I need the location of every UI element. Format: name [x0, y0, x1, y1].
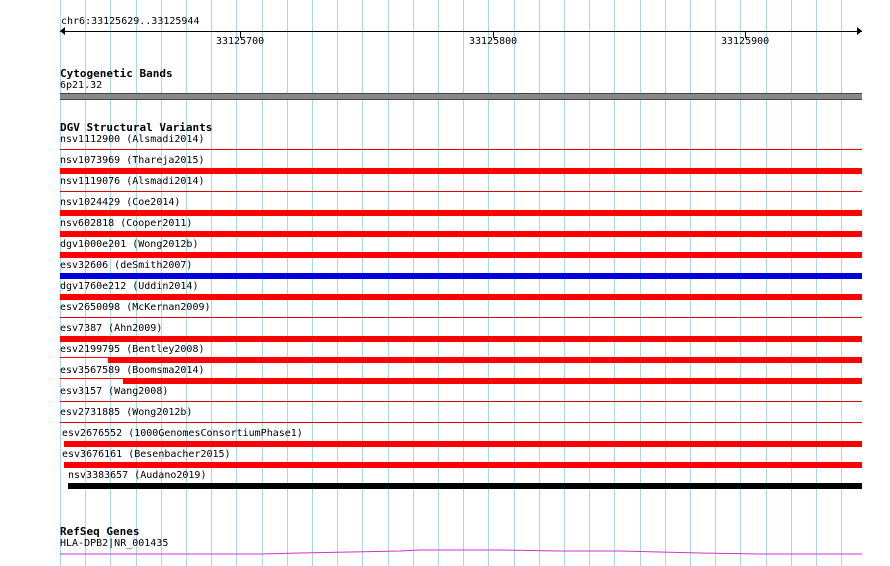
dgv-variant-label[interactable]: esv2650098 (McKernan2009) — [60, 302, 211, 313]
cytoband-label: 6p21.32 — [60, 80, 103, 91]
dgv-variant-bar[interactable] — [60, 210, 862, 216]
refseq-gene-label[interactable]: HLA-DPB2|NR_001435 — [60, 538, 169, 549]
dgv-variant-label[interactable]: dgv1760e212 (Uddin2014) — [60, 281, 199, 292]
dgv-track-title[interactable]: DGV Structural Variants — [60, 121, 213, 134]
dgv-variant-bar[interactable] — [60, 273, 862, 279]
dgv-variant-bar[interactable] — [60, 422, 862, 423]
dgv-variant-label[interactable]: nsv3383657 (Audano2019) — [68, 470, 207, 481]
dgv-variant-label[interactable]: nsv1024429 (Coe2014) — [60, 197, 181, 208]
dgv-variant-bar[interactable] — [64, 462, 862, 468]
dgv-variant-label[interactable]: esv3676161 (Besenbacher2015) — [62, 449, 231, 460]
dgv-variant-bar[interactable] — [123, 378, 862, 384]
dgv-variant-bar[interactable] — [60, 191, 862, 192]
dgv-variant-bar[interactable] — [60, 252, 862, 258]
ruler-tick-label: 33125900 — [721, 36, 770, 47]
dgv-variant-label[interactable]: nsv602818 (Cooper2011) — [60, 218, 193, 229]
dgv-variant-bar[interactable] — [64, 441, 862, 447]
dgv-variant-bar[interactable] — [60, 149, 862, 150]
ruler-axis — [60, 31, 862, 32]
dgv-variant-bar[interactable] — [60, 336, 862, 342]
dgv-variant-bar[interactable] — [60, 401, 862, 402]
dgv-variant-bar[interactable] — [60, 294, 862, 300]
refseq-gene-track[interactable] — [0, 545, 890, 560]
gene-feature-line — [60, 550, 862, 554]
dgv-variant-label[interactable]: esv3157 (Wang2008) — [60, 386, 169, 397]
dgv-variant-label[interactable]: esv2676552 (1000GenomesConsortiumPhase1) — [62, 428, 303, 439]
dgv-variant-label[interactable]: dgv1000e201 (Wong2012b) — [60, 239, 199, 250]
dgv-variant-bar[interactable] — [60, 317, 862, 318]
dgv-variant-label[interactable]: nsv1112900 (Alsmadi2014) — [60, 134, 205, 145]
ruler-left-arrow-icon[interactable] — [60, 27, 65, 35]
ruler-tick-label: 33125700 — [216, 36, 265, 47]
cytoband-track-title[interactable]: Cytogenetic Bands — [60, 67, 173, 80]
dgv-variant-bar[interactable] — [60, 231, 862, 237]
dgv-variant-connector — [60, 357, 108, 358]
ruler-tick-label: 33125800 — [469, 36, 518, 47]
dgv-variant-bar[interactable] — [108, 357, 862, 363]
dgv-variant-connector — [60, 378, 123, 379]
dgv-variant-label[interactable]: esv2199795 (Bentley2008) — [60, 344, 205, 355]
dgv-variant-label[interactable]: esv7387 (Ahn2009) — [60, 323, 163, 334]
dgv-variant-label[interactable]: esv2731885 (Wong2012b) — [60, 407, 193, 418]
dgv-variant-bar[interactable] — [68, 483, 862, 489]
refseq-track-title[interactable]: RefSeq Genes — [60, 525, 140, 538]
ruler-position-label: chr6:33125629..33125944 — [61, 16, 200, 27]
cytoband-bar[interactable] — [60, 93, 862, 100]
dgv-variant-label[interactable]: nsv1073969 (Thareja2015) — [60, 155, 205, 166]
ruler-right-arrow-icon[interactable] — [857, 27, 862, 35]
dgv-variant-label[interactable]: nsv1119076 (Alsmadi2014) — [60, 176, 205, 187]
dgv-variant-label[interactable]: esv32606 (deSmith2007) — [60, 260, 193, 271]
dgv-variant-label[interactable]: esv3567589 (Boomsma2014) — [60, 365, 205, 376]
dgv-variant-bar[interactable] — [60, 168, 862, 174]
